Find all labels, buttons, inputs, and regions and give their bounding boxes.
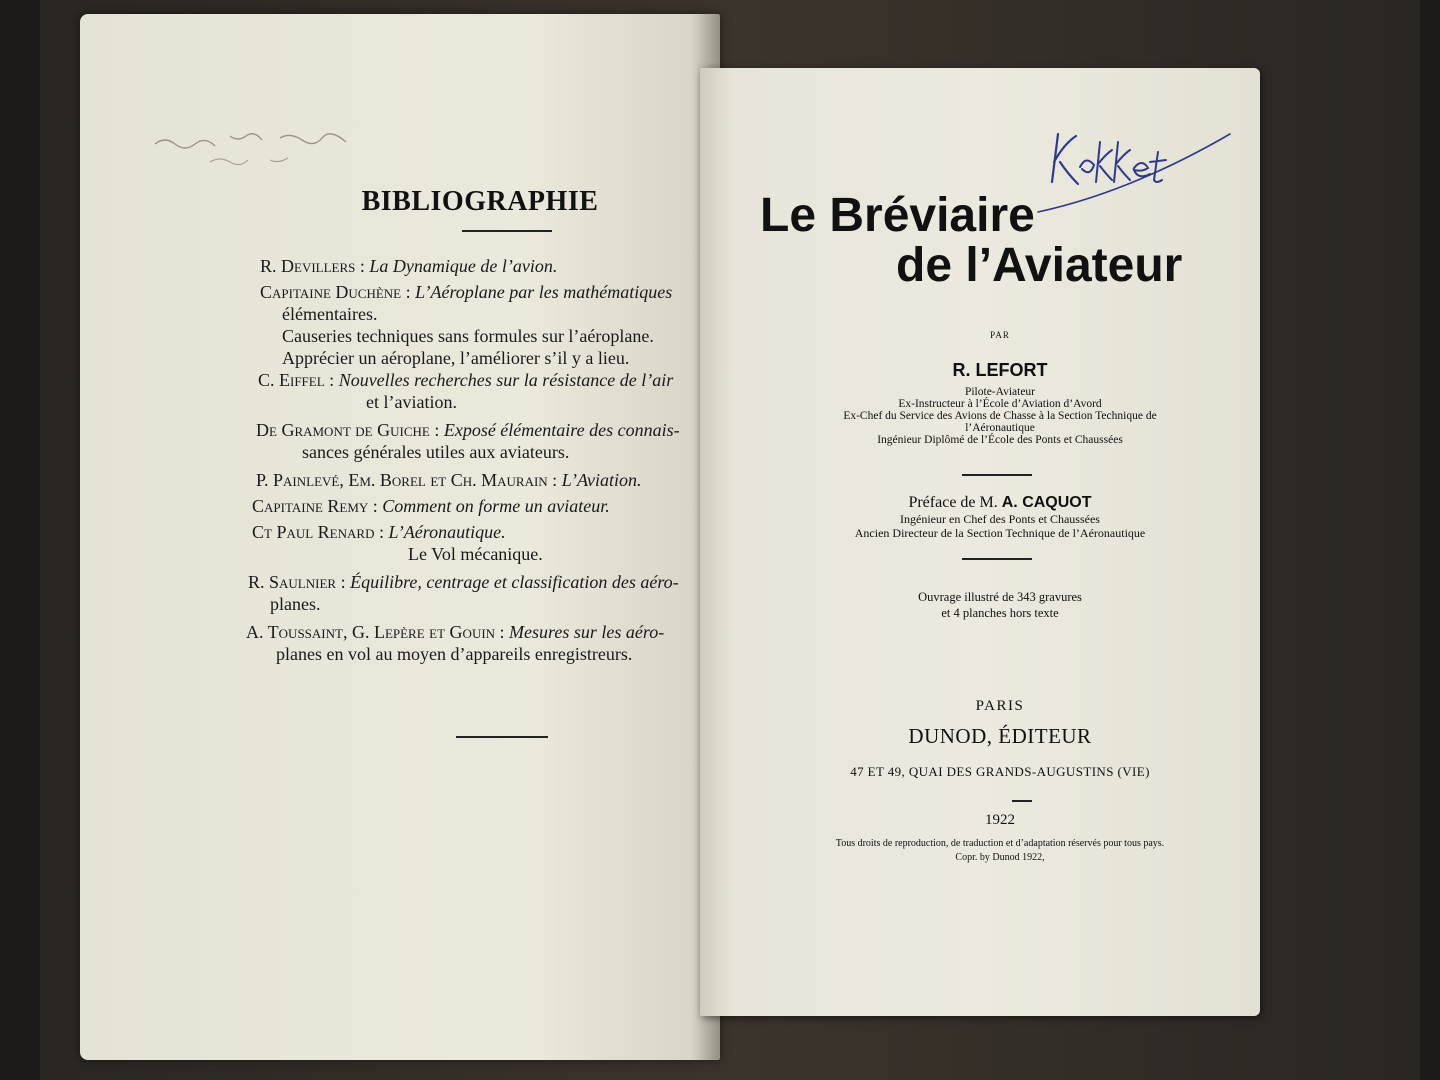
entry-title: Exposé élémentaire des connais-	[439, 420, 680, 440]
bibliography-entry	[260, 282, 672, 303]
entry-title: L’Aviation.	[557, 470, 642, 490]
entry-continuation: Causeries techniques sans formules sur l’aéroplane.	[282, 326, 654, 346]
title-line-2: de l’Aviateur	[896, 239, 1183, 292]
illustration-line: Ouvrage illustré de 343 gravures	[918, 590, 1082, 604]
bibliography-entry	[256, 470, 642, 491]
entry-continuation: élémentaires.	[282, 304, 378, 324]
rights-notice: Tous droits de reproduction, de traduction et d’adaptation réservés pour tous pays.	[835, 838, 1165, 849]
illustration-line: et 4 planches hors texte	[941, 606, 1059, 620]
entry-title: Nouvelles recherches sur la résistance de l’air	[334, 370, 674, 390]
author-title-line: Ex-Instructeur à l’École d’Aviation d’Avord	[898, 398, 1102, 410]
entry-title: Comment on forme un aviateur.	[377, 496, 610, 516]
entry-title: L’Aéroplane par les mathématiques	[410, 282, 673, 302]
rule-3	[1012, 800, 1032, 802]
heading-rule	[462, 230, 552, 232]
preface-title-line: Ancien Directeur de la Section Technique de l’Aéronautique	[854, 526, 1146, 540]
author-name: R. LEFORT	[952, 360, 1048, 380]
bibliography-entry	[258, 370, 673, 391]
par-label: PAR	[990, 330, 1010, 340]
entry-title: L’Aéronautique.	[383, 522, 506, 542]
author-title-line: Ingénieur Diplômé de l’École des Ponts et Chaussées	[877, 434, 1123, 446]
entry-author: R. Devillers :	[260, 256, 365, 276]
entry-continuation: planes.	[270, 594, 321, 614]
entry-continuation: sances générales utiles aux aviateurs.	[302, 442, 570, 462]
publisher-address: 47 ET 49, QUAI DES GRANDS-AUGUSTINS (VIE)	[850, 764, 1150, 779]
entry-continuation: et l’aviation.	[366, 392, 457, 412]
entry-author: Ct Paul Renard :	[252, 522, 384, 542]
bibliography-entry	[246, 622, 664, 643]
entry-continuation: Apprécier un aéroplane, l’améliorer s’il y a lieu.	[282, 348, 630, 368]
signature	[1030, 112, 1240, 222]
author-title-line: l’Aéronautique	[965, 422, 1035, 434]
entry-continuation: planes en vol au moyen d’appareils enregistreurs.	[276, 644, 633, 664]
rule-1	[962, 474, 1032, 476]
bibliography-entry	[252, 522, 506, 543]
entry-title: Équilibre, centrage et classification des aéro-	[345, 572, 679, 592]
preface-name: A. CAQUOT	[1001, 494, 1092, 511]
end-rule	[456, 736, 548, 738]
bibliography-heading: BIBLIOGRAPHIE	[361, 186, 599, 217]
preface-title-line: Ingénieur en Chef des Ponts et Chaussées	[900, 512, 1100, 526]
entry-author: R. Saulnier :	[248, 572, 346, 592]
publisher: DUNOD, ÉDITEUR	[908, 724, 1092, 748]
entry-author: Capitaine Duchène :	[260, 282, 411, 302]
rule-2	[962, 558, 1032, 560]
entry-continuation: Le Vol mécanique.	[408, 544, 543, 564]
bibliography-entry	[260, 256, 557, 277]
preface-line	[760, 494, 1240, 512]
bibliography-entry	[256, 420, 680, 441]
pencil-note	[150, 126, 380, 170]
bibliography-entry	[248, 572, 679, 593]
publication-year: 1922	[985, 812, 1015, 828]
entry-author: C. Eiffel :	[258, 370, 335, 390]
entry-author: P. Painlevé, Em. Borel et Ch. Maurain :	[256, 470, 558, 490]
entry-author: A. Toussaint, G. Lepère et Gouin :	[246, 622, 505, 642]
entry-title: La Dynamique de l’avion.	[364, 256, 558, 276]
preface-prefix: Préface de M.	[908, 494, 998, 511]
city: PARIS	[975, 698, 1025, 714]
entry-author: De Gramont de Guiche :	[256, 420, 440, 440]
bibliography-entry	[252, 496, 610, 517]
copyright-notice: Copr. by Dunod 1922,	[955, 852, 1045, 863]
author-title-line: Ex-Chef du Service des Avions de Chasse à la Section Technique de	[843, 410, 1157, 422]
entry-title: Mesures sur les aéro-	[504, 622, 665, 642]
entry-author: Capitaine Remy :	[252, 496, 378, 516]
author-title-line: Pilote-Aviateur	[964, 386, 1036, 398]
title-line-1: Le Bréviaire	[760, 189, 1035, 242]
